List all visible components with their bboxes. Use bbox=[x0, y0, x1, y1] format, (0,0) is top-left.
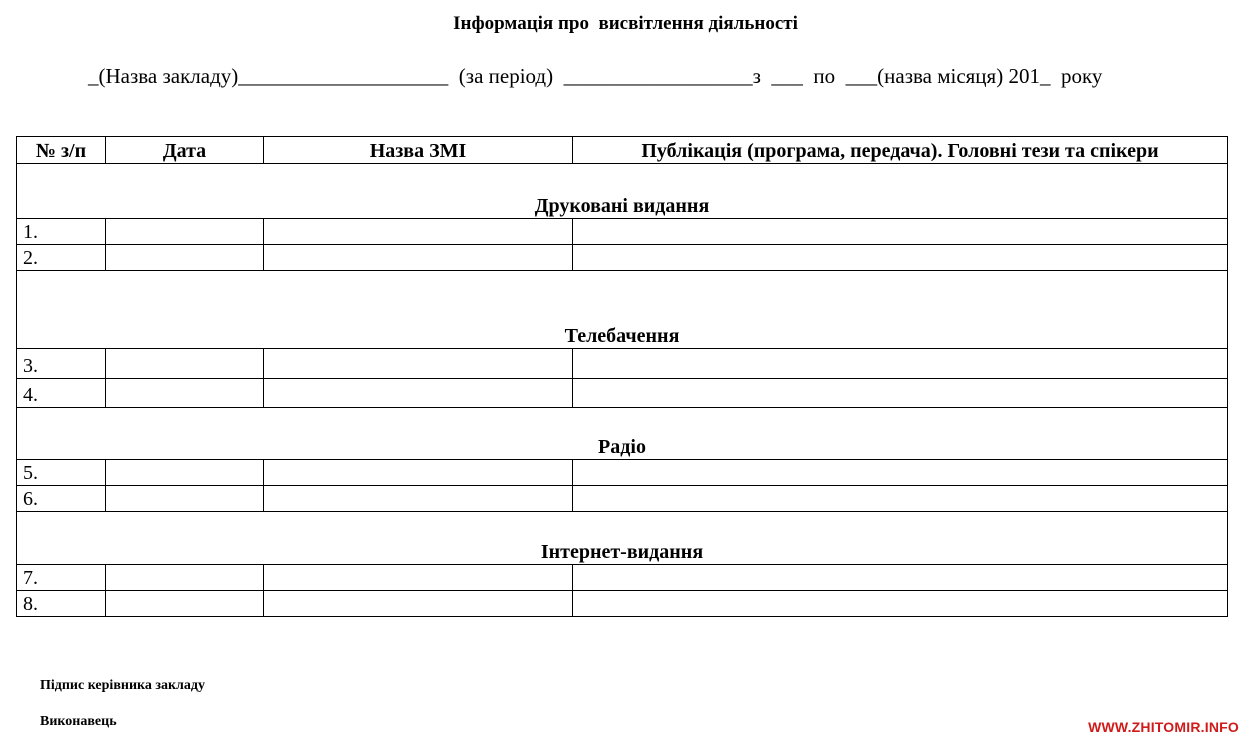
date-cell[interactable] bbox=[106, 460, 264, 486]
publication-cell[interactable] bbox=[573, 591, 1228, 617]
date-cell[interactable] bbox=[106, 486, 264, 512]
publication-cell[interactable] bbox=[573, 379, 1228, 408]
publication-cell[interactable] bbox=[573, 245, 1228, 271]
row-number: 8. bbox=[17, 591, 106, 617]
row-number: 5. bbox=[17, 460, 106, 486]
row-number: 4. bbox=[17, 379, 106, 408]
table-row bbox=[17, 565, 1228, 591]
publication-cell[interactable] bbox=[573, 486, 1228, 512]
date-cell[interactable] bbox=[106, 379, 264, 408]
date-cell[interactable] bbox=[106, 565, 264, 591]
publication-cell[interactable] bbox=[573, 349, 1228, 379]
date-cell[interactable] bbox=[106, 219, 264, 245]
row-number: 6. bbox=[17, 486, 106, 512]
row-number: 3. bbox=[17, 349, 106, 379]
site-watermark: WWW.ZHITOMIR.INFO bbox=[1088, 719, 1239, 735]
table-row bbox=[17, 245, 1228, 271]
table-header-row bbox=[17, 137, 1228, 164]
table-row bbox=[17, 379, 1228, 408]
row-number: 7. bbox=[17, 565, 106, 591]
media-name-cell[interactable] bbox=[264, 565, 573, 591]
header-number: № з/п bbox=[17, 137, 106, 164]
header-media-name: Назва ЗМІ bbox=[264, 137, 573, 164]
media-name-cell[interactable] bbox=[264, 349, 573, 379]
date-cell[interactable] bbox=[106, 245, 264, 271]
section-title-internet: Інтернет-видання bbox=[17, 512, 1228, 565]
section-row-internet bbox=[17, 512, 1228, 565]
table-row bbox=[17, 460, 1228, 486]
publication-cell[interactable] bbox=[573, 219, 1228, 245]
executor-label: Виконавець bbox=[40, 714, 117, 729]
header-date: Дата bbox=[106, 137, 264, 164]
date-cell[interactable] bbox=[106, 591, 264, 617]
media-coverage-table bbox=[16, 136, 1228, 617]
section-row-tv bbox=[17, 271, 1228, 349]
media-name-cell[interactable] bbox=[264, 591, 573, 617]
header-publication: Публікація (програма, передача). Головні тези та спікери bbox=[573, 137, 1228, 164]
section-row-print bbox=[17, 164, 1228, 219]
section-title-tv: Телебачення bbox=[17, 271, 1228, 349]
row-number: 2. bbox=[17, 245, 106, 271]
table-row bbox=[17, 219, 1228, 245]
signature-label: Підпис керівника закладу bbox=[40, 678, 205, 693]
table-row bbox=[17, 591, 1228, 617]
media-name-cell[interactable] bbox=[264, 460, 573, 486]
media-name-cell[interactable] bbox=[264, 486, 573, 512]
publication-cell[interactable] bbox=[573, 565, 1228, 591]
document-title: Інформація про висвітлення діяльності bbox=[453, 13, 798, 34]
section-title-radio: Радіо bbox=[17, 408, 1228, 460]
section-row-radio bbox=[17, 408, 1228, 460]
publication-cell[interactable] bbox=[573, 460, 1228, 486]
date-cell[interactable] bbox=[106, 349, 264, 379]
row-number: 1. bbox=[17, 219, 106, 245]
document-subtitle: _(Назва закладу)____________________ (за період) __________________з ___ по ___(назва місяця) 201_ року bbox=[88, 64, 1103, 88]
media-name-cell[interactable] bbox=[264, 219, 573, 245]
table-row bbox=[17, 486, 1228, 512]
section-title-print: Друковані видання bbox=[17, 164, 1228, 219]
media-name-cell[interactable] bbox=[264, 245, 573, 271]
media-name-cell[interactable] bbox=[264, 379, 573, 408]
table-row bbox=[17, 349, 1228, 379]
